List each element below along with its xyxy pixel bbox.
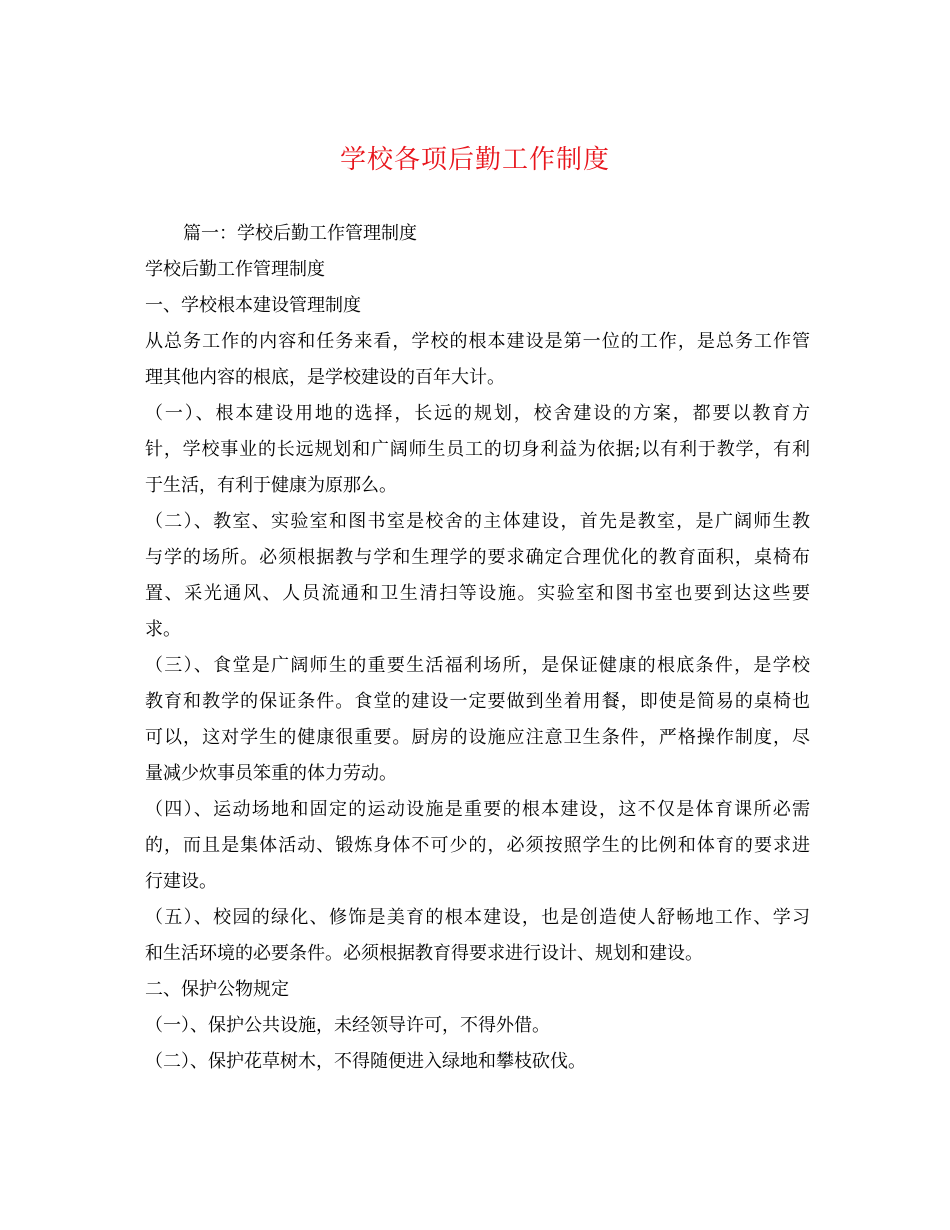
text-line: （二）、保护花草树木，不得随便进入绿地和攀枝砍伐。 bbox=[145, 1051, 586, 1072]
text-line: 求。 bbox=[145, 619, 181, 640]
text-line: 量减少炊事员笨重的体力劳动。 bbox=[145, 763, 397, 784]
text-line: 二、保护公物规定 bbox=[145, 979, 289, 1000]
text-line: 置、采光通风、人员流通和卫生清扫等设施。实验室和图书室也要到达这些要 bbox=[145, 583, 810, 604]
text-line: 与学的场所。必须根据教与学和生理学的要求确定合理优化的教育面积，桌椅布 bbox=[145, 547, 810, 568]
text-line: 学校后勤工作管理制度 bbox=[145, 259, 325, 280]
text-line: 可以，这对学生的健康很重要。厨房的设施应注意卫生条件，严格操作制度，尽 bbox=[145, 727, 810, 748]
text-line: 教育和教学的保证条件。食堂的建设一定要做到坐着用餐，即使是简易的桌椅也 bbox=[145, 691, 810, 712]
text-line: 理其他内容的根底，是学校建设的百年大计。 bbox=[145, 367, 505, 388]
document-title: 学校各项后勤工作制度 bbox=[339, 145, 610, 175]
text-line: 行建设。 bbox=[145, 871, 217, 892]
text-line: （一）、保护公共设施，未经领导许可，不得外借。 bbox=[145, 1015, 550, 1036]
text-line: （四）、运动场地和固定的运动设施是重要的根本建设，这不仅是体育课所必需 bbox=[145, 799, 810, 820]
text-line: （三）、食堂是广阔师生的重要生活福利场所，是保证健康的根底条件，是学校 bbox=[145, 655, 810, 676]
text-line: 于生活，有利于健康为原那么。 bbox=[145, 475, 397, 496]
text-line: （五）、校园的绿化、修饰是美育的根本建设，也是创造使人舒畅地工作、学习 bbox=[145, 907, 810, 928]
document-body bbox=[145, 216, 810, 1080]
text-line: 一、学校根本建设管理制度 bbox=[145, 295, 361, 316]
text-line: 从总务工作的内容和任务来看，学校的根本建设是第一位的工作，是总务工作管 bbox=[145, 331, 810, 352]
text-line: 和生活环境的必要条件。必须根据教育得要求进行设计、规划和建设。 bbox=[145, 943, 703, 964]
section-heading: 篇一：学校后勤工作管理制度 bbox=[183, 223, 417, 244]
text-line: 针，学校事业的长远规划和广阔师生员工的切身利益为依据;以有利于教学，有利 bbox=[145, 439, 810, 460]
text-line: 的，而且是集体活动、锻炼身体不可少的，必须按照学生的比例和体育的要求进 bbox=[145, 835, 810, 856]
text-line: （一）、根本建设用地的选择，长远的规划，校舍建设的方案，都要以教育方 bbox=[145, 403, 810, 424]
text-line: （二）、教室、实验室和图书室是校舍的主体建设，首先是教室，是广阔师生教 bbox=[145, 511, 810, 532]
